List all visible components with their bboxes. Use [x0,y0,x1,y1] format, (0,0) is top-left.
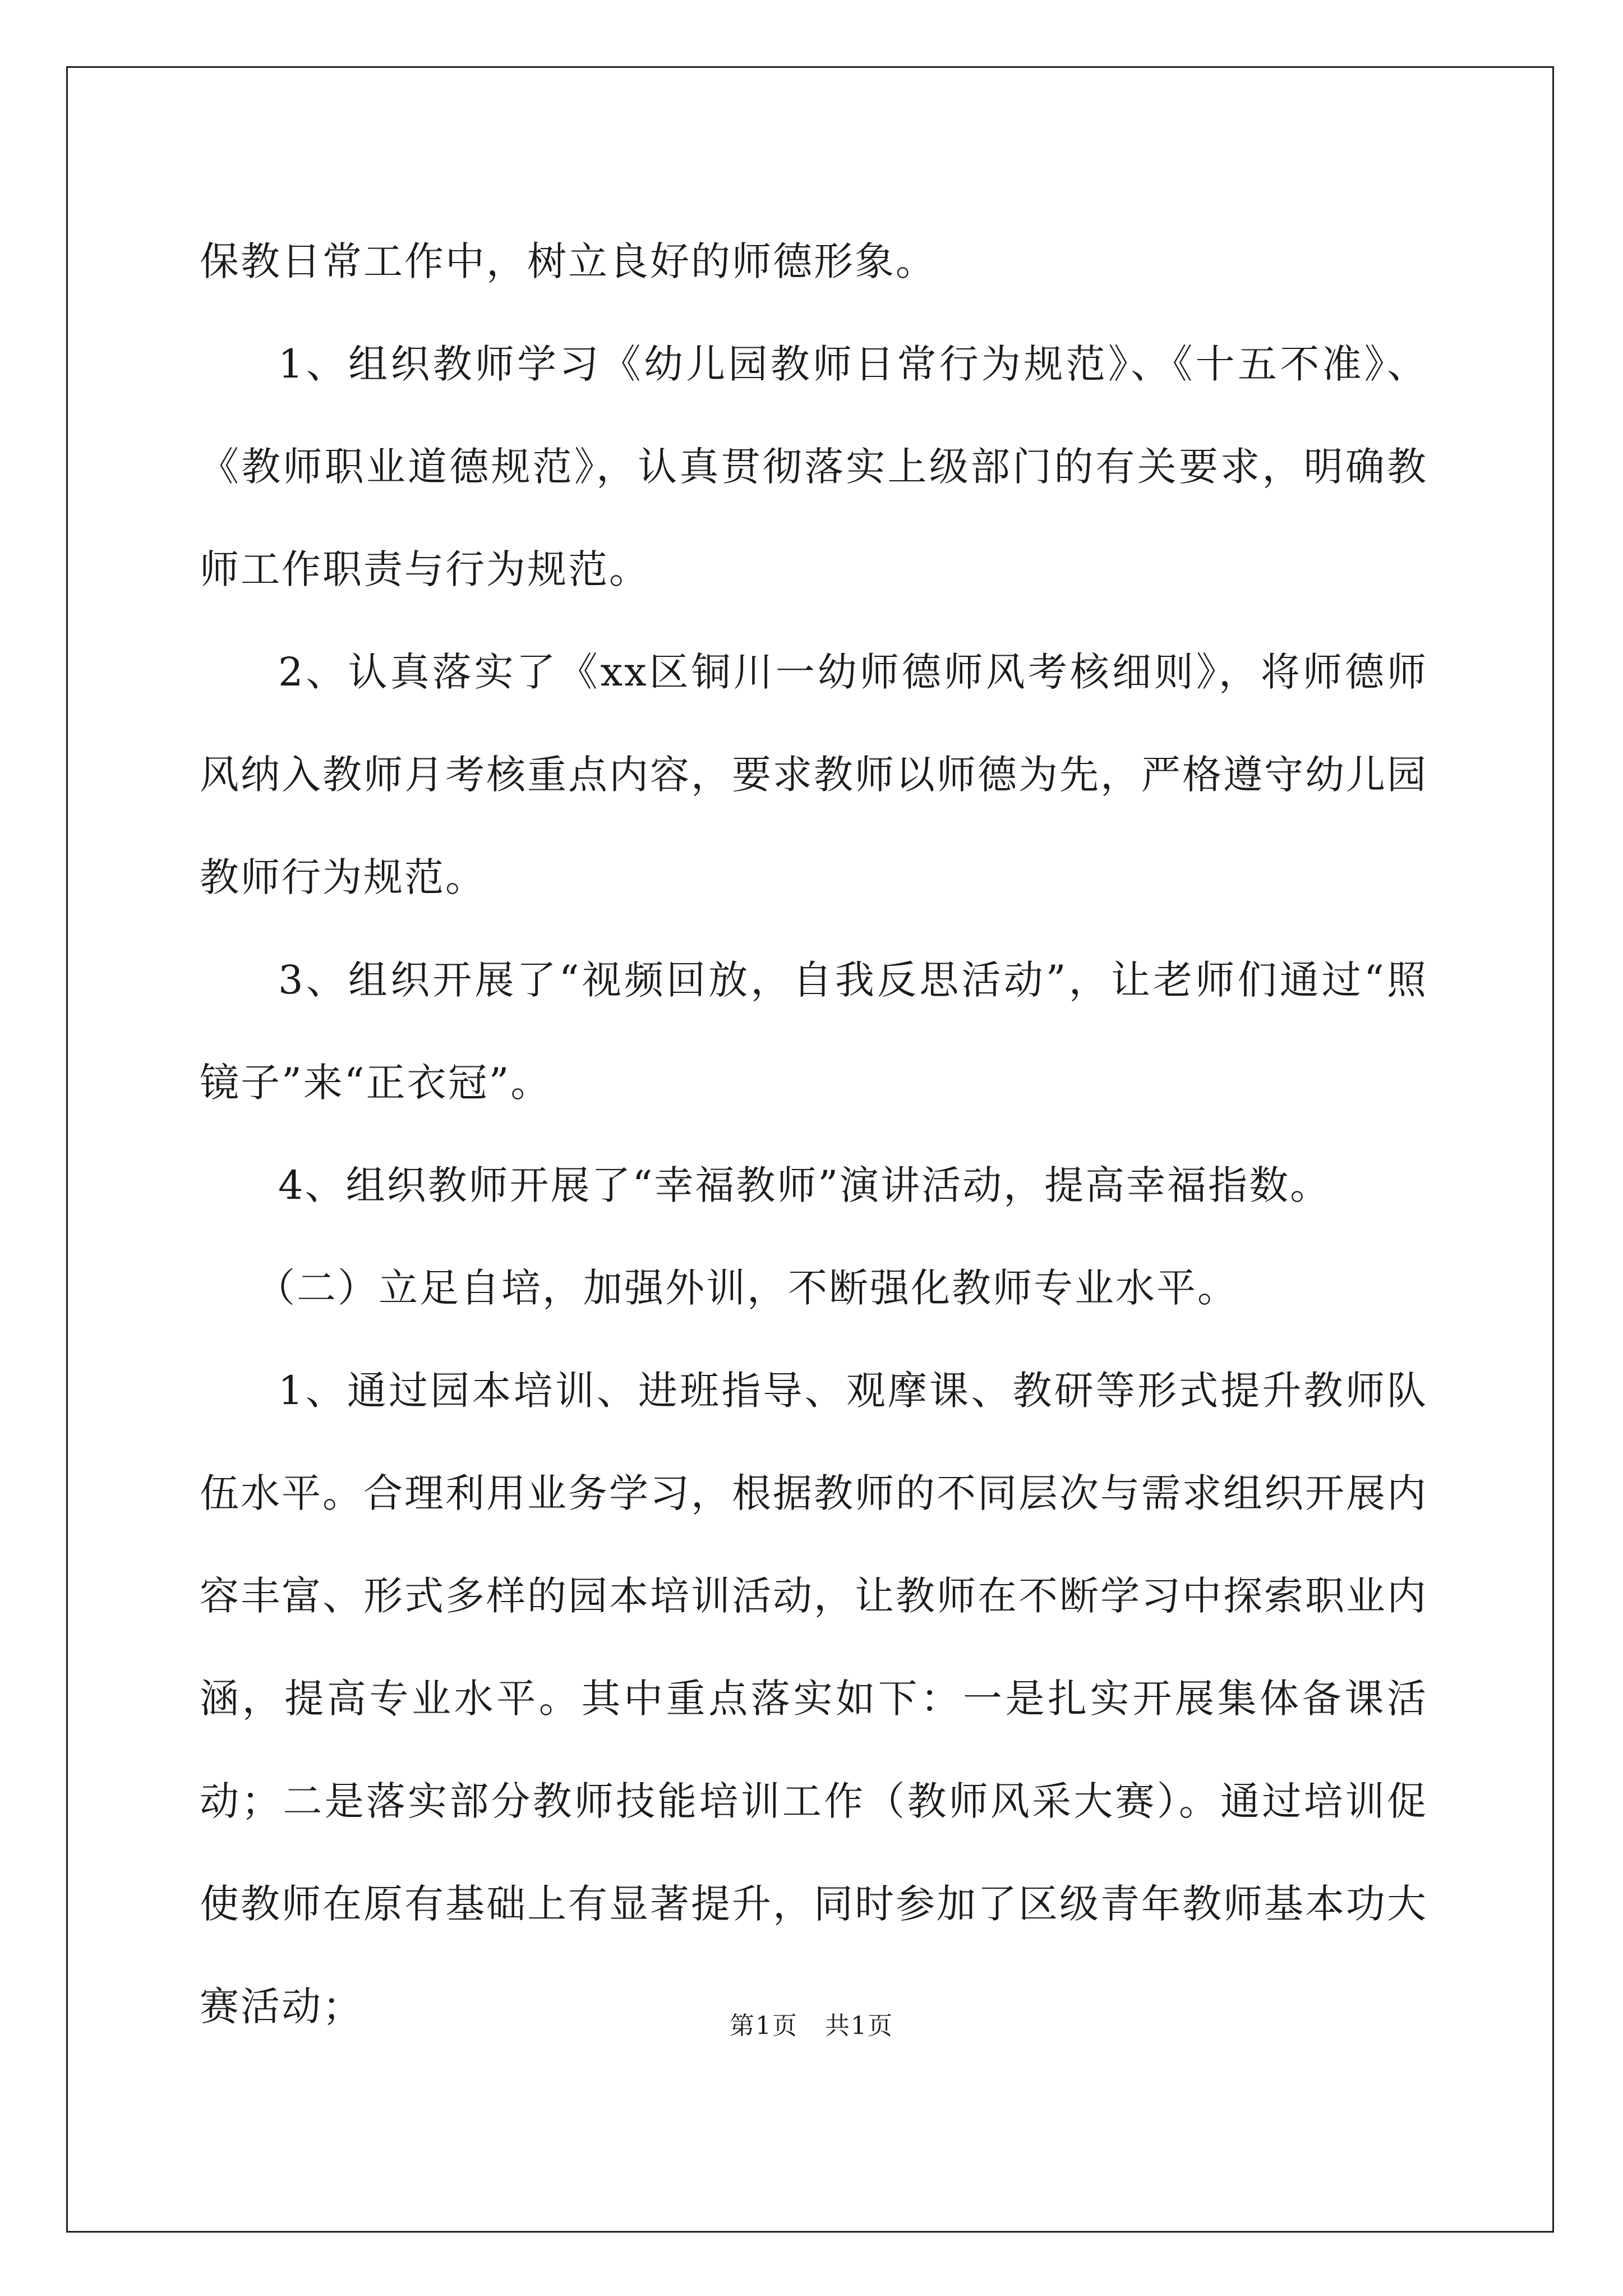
section-heading: （二）立足自培，加强外训，不断强化教师专业水平。 [256,1265,1238,1311]
paragraph: 3、组织开展了“视频回放，自我反思活动”，让老师们通过“照镜子”来“正衣冠”。 [200,957,1428,1106]
paragraph: 4、组织教师开展了“幸福教师”演讲活动，提高幸福指数。 [278,1162,1331,1208]
paragraph: 1、组织教师学习《幼儿园教师日常行为规范》、《十五不准》、《教师职业道德规范》，认真贯彻落实上级部门的有关要求，明确教师工作职责与行为规范。 [200,341,1428,592]
page-total: 共1页 [824,2012,893,2040]
paragraph: 2、认真落实了《xx区铜川一幼师德师风考核细则》，将师德师风纳入教师月考核重点内容，要求教师以师德为先，严格遵守幼儿园教师行为规范。 [200,649,1428,900]
page-footer [0,2005,1623,2041]
document-body [200,210,1428,2058]
paragraph: 保教日常工作中，树立良好的师德形象。 [200,238,937,284]
page-number: 第1页 [730,2012,799,2040]
paragraph: 1、通过园本培训、进班指导、观摩课、教研等形式提升教师队伍水平。合理利用业务学习，根据教师的不同层次与需求组织开展内容丰富、形式多样的园本培训活动，让教师在不断学习中探索职业内涵，提高专业水平。其中重点落实如下：一是扎实开展集体备课活动；二是落实部分教师技能培训工作（教师风采大赛）。通过培训促使教师在原有基础上有显著提升，同时参加了区级青年教师基本功大赛活动； [200,1368,1428,2030]
